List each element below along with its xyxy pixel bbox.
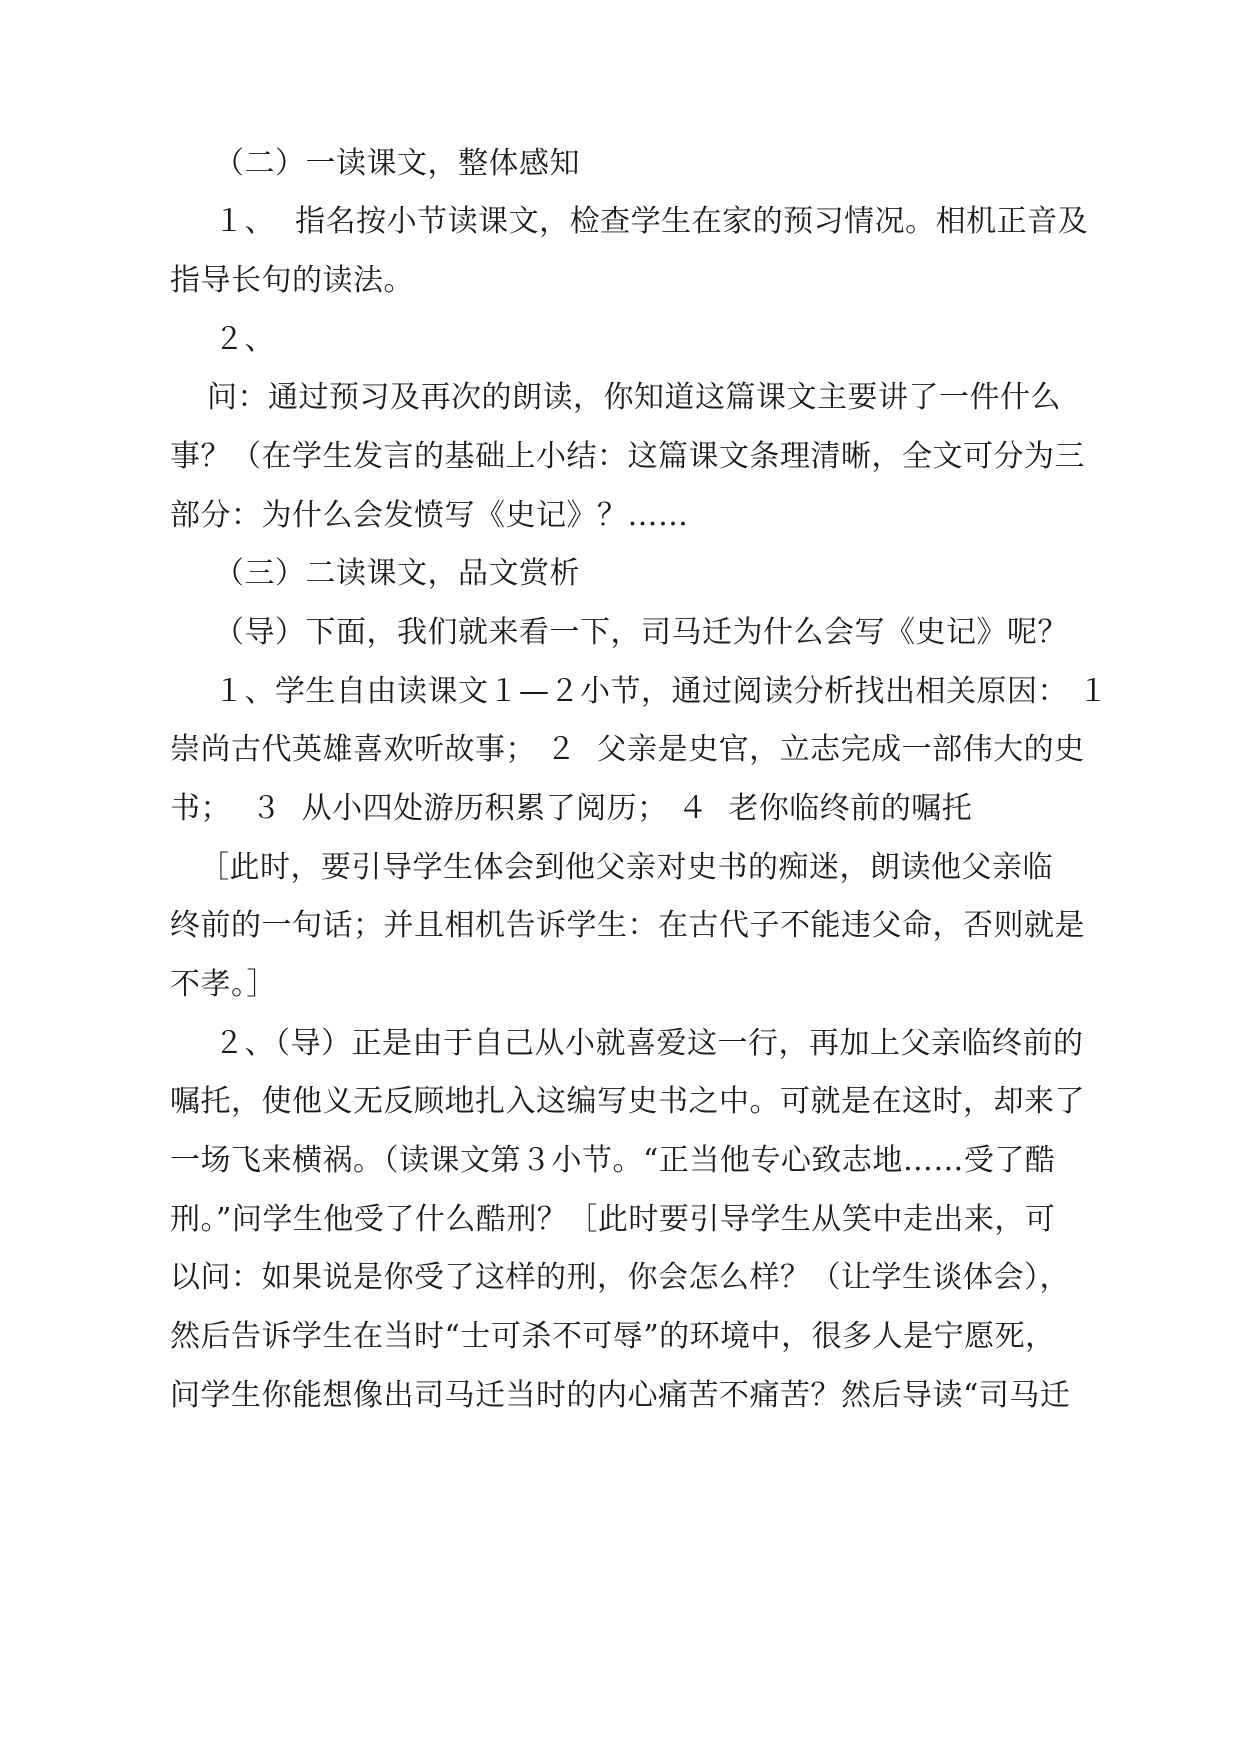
paragraph-line: 一场飞来横祸。（读课文第３小节。“正当他专心致志地……受了酷	[170, 1143, 1056, 1178]
paragraph-line: 问：通过预习及再次的朗读，你知道这篇课文主要讲了一件什么	[207, 380, 1061, 415]
section-heading-2: （二）一读课文，整体感知	[214, 146, 580, 181]
paragraph-line: １、学生自由读课文１—２小节，通过阅读分析找出相关原因： １	[214, 674, 1109, 709]
paragraph-line: 事？（在学生发言的基础上小结：这篇课文条理清晰，全文可分为三	[170, 439, 1085, 474]
paragraph-line: ２、	[214, 322, 275, 357]
paragraph-line: 部分：为什么会发愤写《史记》？……	[170, 498, 689, 533]
paragraph-line: （导）下面，我们就来看一下，司马迁为什么会写《史记》呢？	[214, 615, 1068, 650]
paragraph-line: 崇尚古代英雄喜欢听故事； ２ 父亲是史官，立志完成一部伟大的史	[170, 732, 1085, 767]
paragraph-line: 不孝。］	[170, 967, 277, 1002]
section-heading-3: （三）二读课文，品文赏析	[214, 556, 580, 591]
paragraph-line: 终前的一句话；并且相机告诉学生：在古代子不能违父命，否则就是	[170, 908, 1085, 943]
paragraph-line: 问学生你能想像出司马迁当时的内心痛苦不痛苦？然后导读“司马迁	[170, 1378, 1071, 1413]
paragraph-line: ２、（导）正是由于自己从小就喜爱这一行，再加上父亲临终前的	[214, 1026, 1084, 1061]
paragraph-line: １、 指名按小节读课文，检查学生在家的预习情况。相机正音及	[214, 204, 1089, 239]
paragraph-line: 然后告诉学生在当时“士可杀不可辱”的环境中，很多人是宁愿死，	[170, 1319, 1056, 1354]
paragraph-line: 书； ３ 从小四处游历积累了阅历； ４ 老你临终前的嘱托	[170, 791, 973, 826]
paragraph-line: 嘱托，使他义无反顾地扎入这编写史书之中。可就是在这时，却来了	[170, 1084, 1085, 1119]
paragraph-line: ［此时，要引导学生体会到他父亲对史书的痴迷，朗读他父亲临	[199, 850, 1053, 885]
paragraph-line: 刑。”问学生他受了什么酷刑？［此时要引导学生从笑中走出来，可	[170, 1202, 1056, 1237]
paragraph-line: 指导长句的读法。	[170, 263, 414, 298]
paragraph-line: 以问：如果说是你受了这样的刑，你会怎么样？（让学生谈体会），	[170, 1260, 1070, 1295]
